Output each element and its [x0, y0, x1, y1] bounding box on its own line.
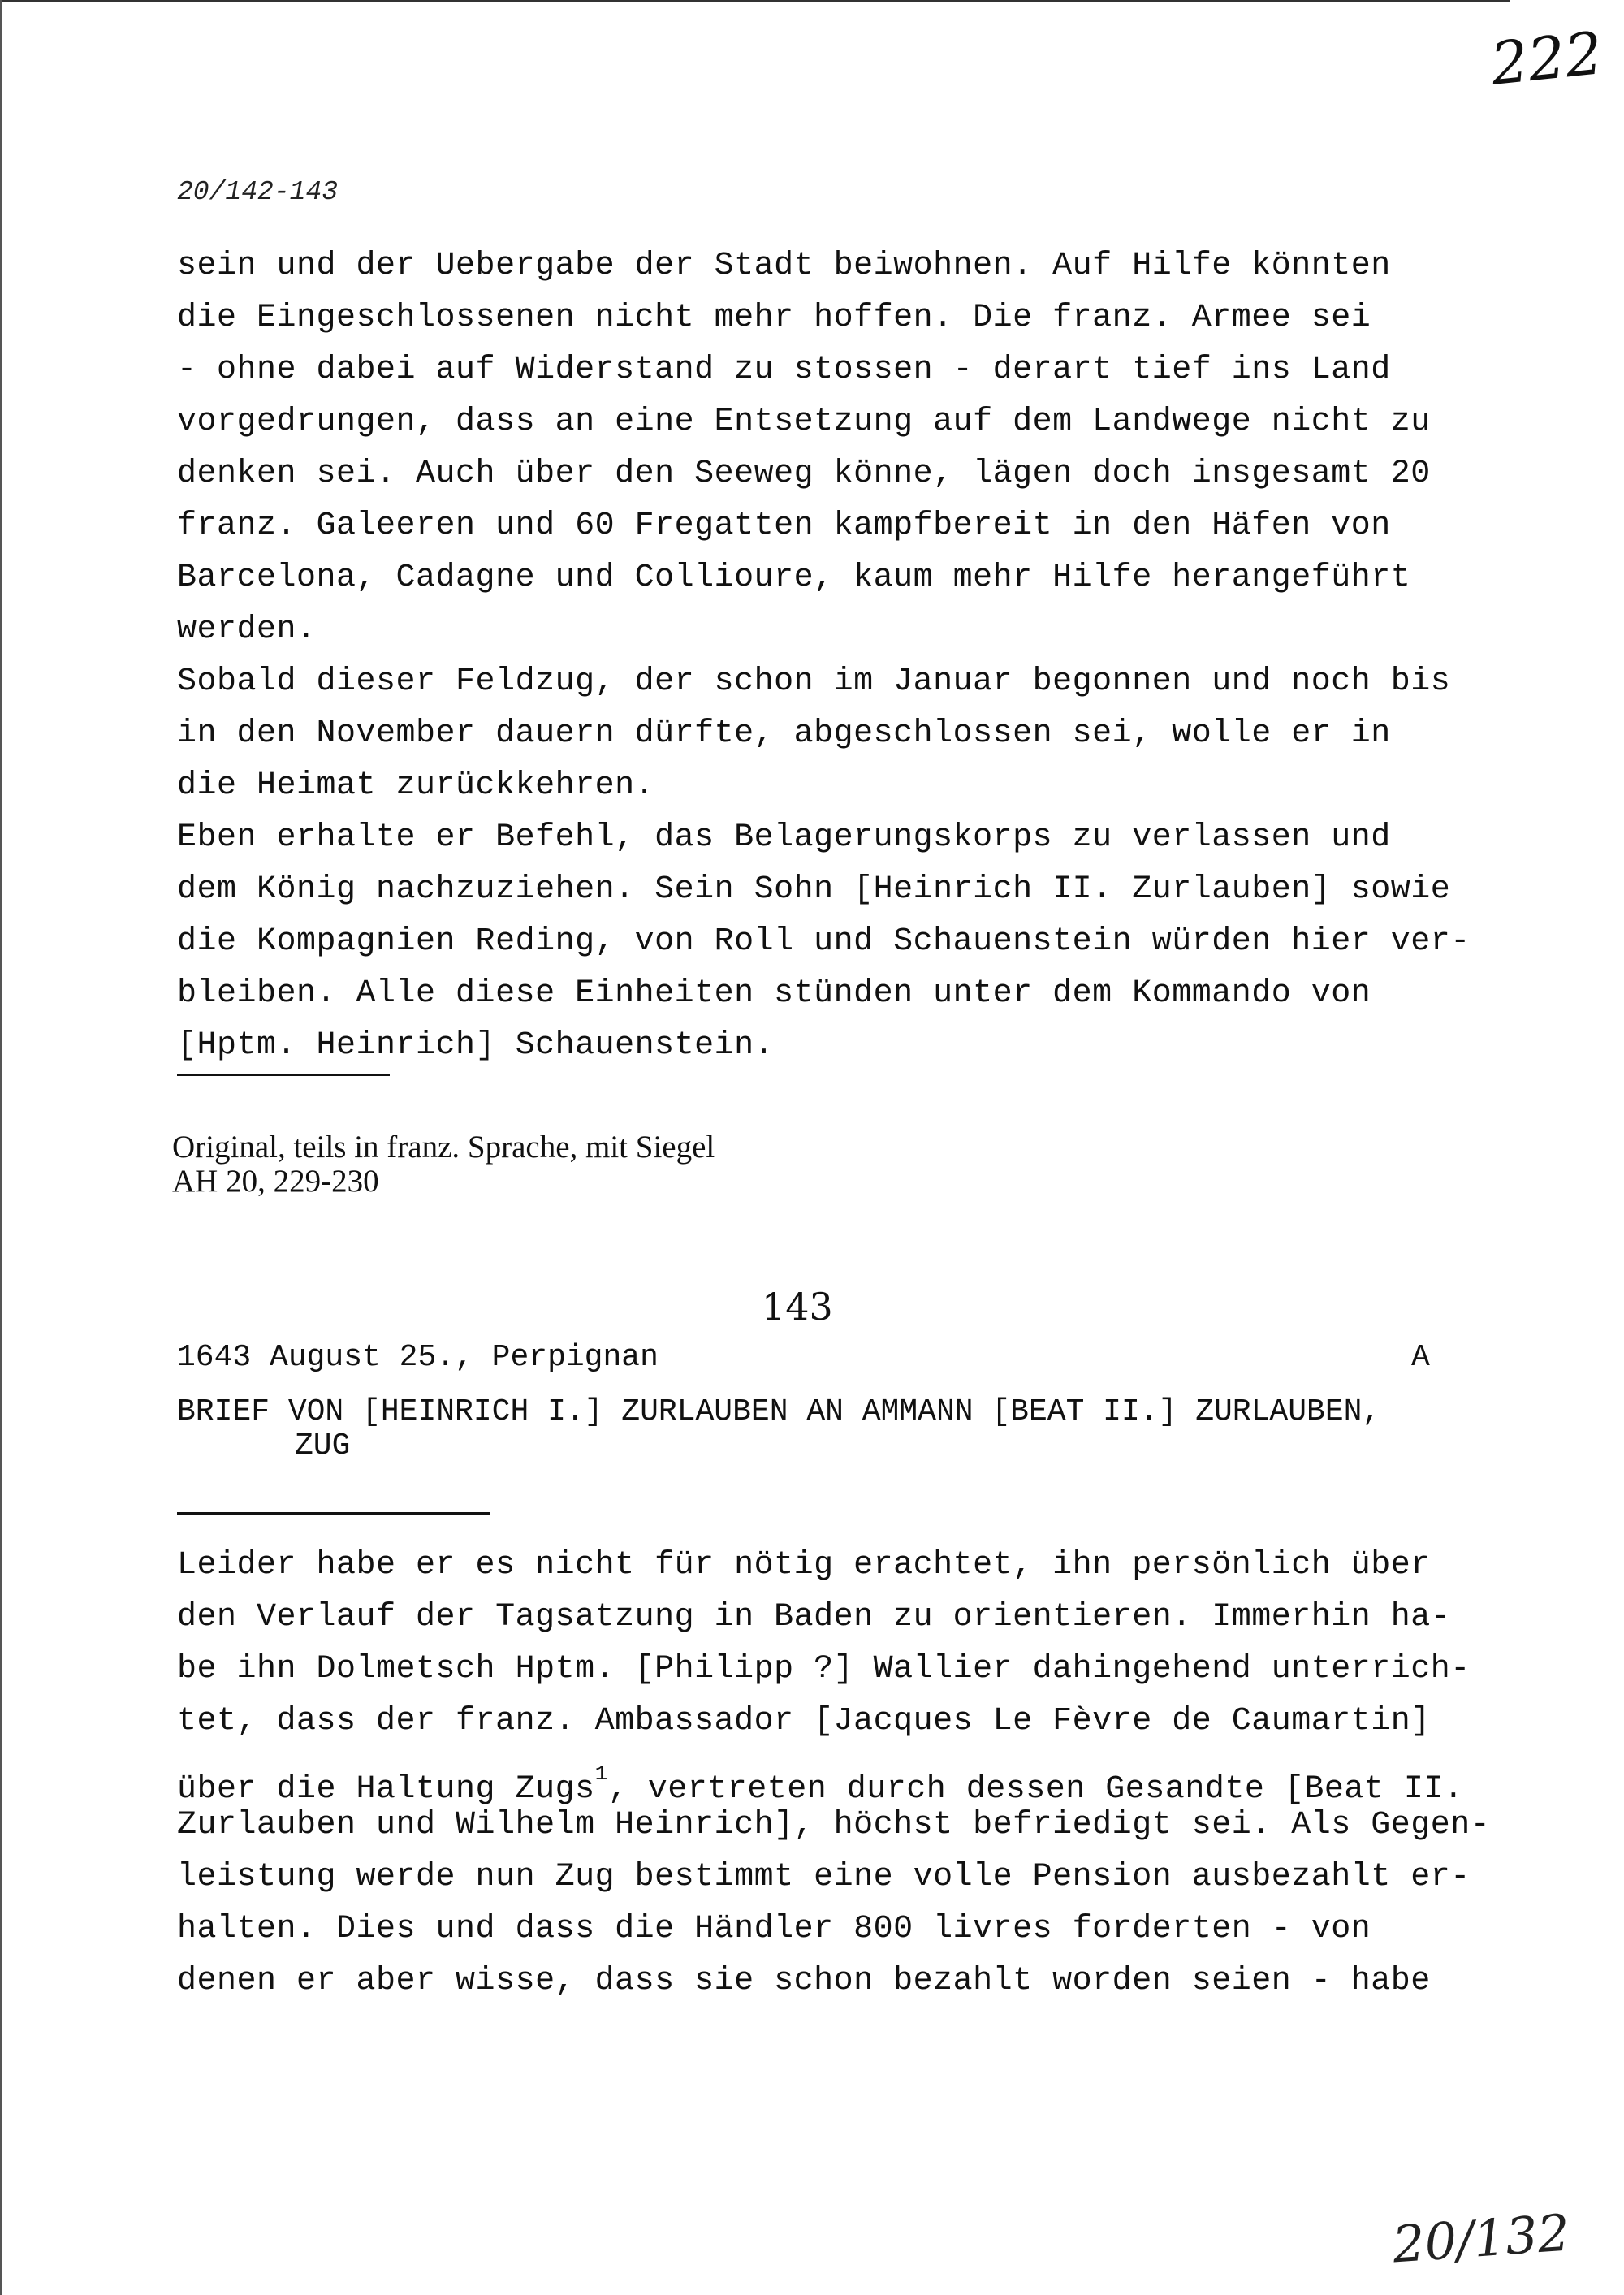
page-top-edge: [0, 0, 1510, 2]
text-line: die Heimat zurückkehren.: [177, 767, 655, 804]
text-line: denken sei. Auch über den Seeweg könne, lägen doch insgesamt 20: [177, 456, 1431, 492]
document-type-code: A: [1411, 1340, 1430, 1375]
archive-reference: 20/142-143: [177, 177, 339, 207]
source-note: [172, 1130, 715, 1199]
title-line: BRIEF VON [HEINRICH I.] ZURLAUBEN AN AMMANN [BEAT II.] ZURLAUBEN,: [177, 1394, 1381, 1429]
text-line: sein und der Uebergabe der Stadt beiwohnen. Auf Hilfe könnten: [177, 248, 1391, 284]
text-line: denen er aber wisse, dass sie schon bezahlt worden seien - habe: [177, 1963, 1431, 1999]
text-line: leistung werde nun Zug bestimmt eine volle Pension ausbezahlt er-: [177, 1859, 1471, 1895]
text-line: [Hptm. Heinrich] Schauenstein.: [177, 1027, 775, 1064]
source-description: Original, teils in franz. Sprache, mit Siegel: [172, 1130, 715, 1165]
text-line: Sobald dieser Feldzug, der schon im Januar begonnen und noch bis: [177, 663, 1451, 700]
source-archive-ref: AH 20, 229-230: [172, 1164, 379, 1199]
footnote-marker: 1: [594, 1761, 608, 1786]
title-line: ZUG: [295, 1428, 351, 1463]
text-line: die Kompagnien Reding, von Roll und Schauenstein würden hier ver-: [177, 923, 1471, 960]
document-number: 143: [762, 1285, 833, 1329]
text-line: in den November dauern dürfte, abgeschlossen sei, wolle er in: [177, 715, 1391, 752]
text-line: Eben erhalte er Befehl, das Belagerungskorps zu verlassen und: [177, 819, 1391, 856]
handwritten-archive-number: 20/132: [1390, 2202, 1572, 2275]
text-line: Leider habe er es nicht für nötig erachtet, ihn persönlich über: [177, 1547, 1431, 1584]
source-divider: [177, 1074, 390, 1076]
text-line: Barcelona, Cadagne und Collioure, kaum mehr Hilfe herangeführt: [177, 560, 1411, 596]
text-line: den Verlauf der Tagsatzung in Baden zu orientieren. Immerhin ha-: [177, 1599, 1451, 1636]
document-date-place: 1643 August 25., Perpignan: [177, 1340, 659, 1375]
text-line: Zurlauben und Wilhelm Heinrich], höchst befriedigt sei. Als Gegen-: [177, 1807, 1491, 1843]
text-line: tet, dass der franz. Ambassador [Jacques Le Fèvre de Caumartin]: [177, 1703, 1431, 1740]
text-line: halten. Dies und dass die Händler 800 livres forderten - von: [177, 1911, 1371, 1947]
text-line: vorgedrungen, dass an eine Entsetzung auf dem Landwege nicht zu: [177, 404, 1431, 440]
text-line: [177, 1748, 1492, 1808]
document-title: [177, 1395, 1476, 1463]
text-line: be ihn Dolmetsch Hptm. [Philipp ?] Wallier dahingehend unterrich-: [177, 1651, 1471, 1688]
document-body: [177, 1540, 1492, 2008]
text-segment: , vertreten durch dessen Gesandte [Beat II.: [607, 1771, 1464, 1808]
title-divider: [177, 1512, 490, 1515]
continuation-text: [177, 240, 1492, 1072]
text-line: - ohne dabei auf Widerstand zu stossen - derart tief ins Land: [177, 352, 1391, 388]
text-line: bleiben. Alle diese Einheiten stünden unter dem Kommando von: [177, 975, 1371, 1012]
text-line: werden.: [177, 612, 317, 648]
handwritten-page-number: 222: [1487, 19, 1606, 98]
text-segment: über die Haltung Zugs: [177, 1771, 595, 1808]
text-line: dem König nachzuziehen. Sein Sohn [Heinrich II. Zurlauben] sowie: [177, 871, 1451, 908]
page-left-edge: [0, 0, 2, 2295]
text-line: die Eingeschlossenen nicht mehr hoffen. Die franz. Armee sei: [177, 300, 1371, 336]
text-line: franz. Galeeren und 60 Fregatten kampfbereit in den Häfen von: [177, 508, 1391, 544]
